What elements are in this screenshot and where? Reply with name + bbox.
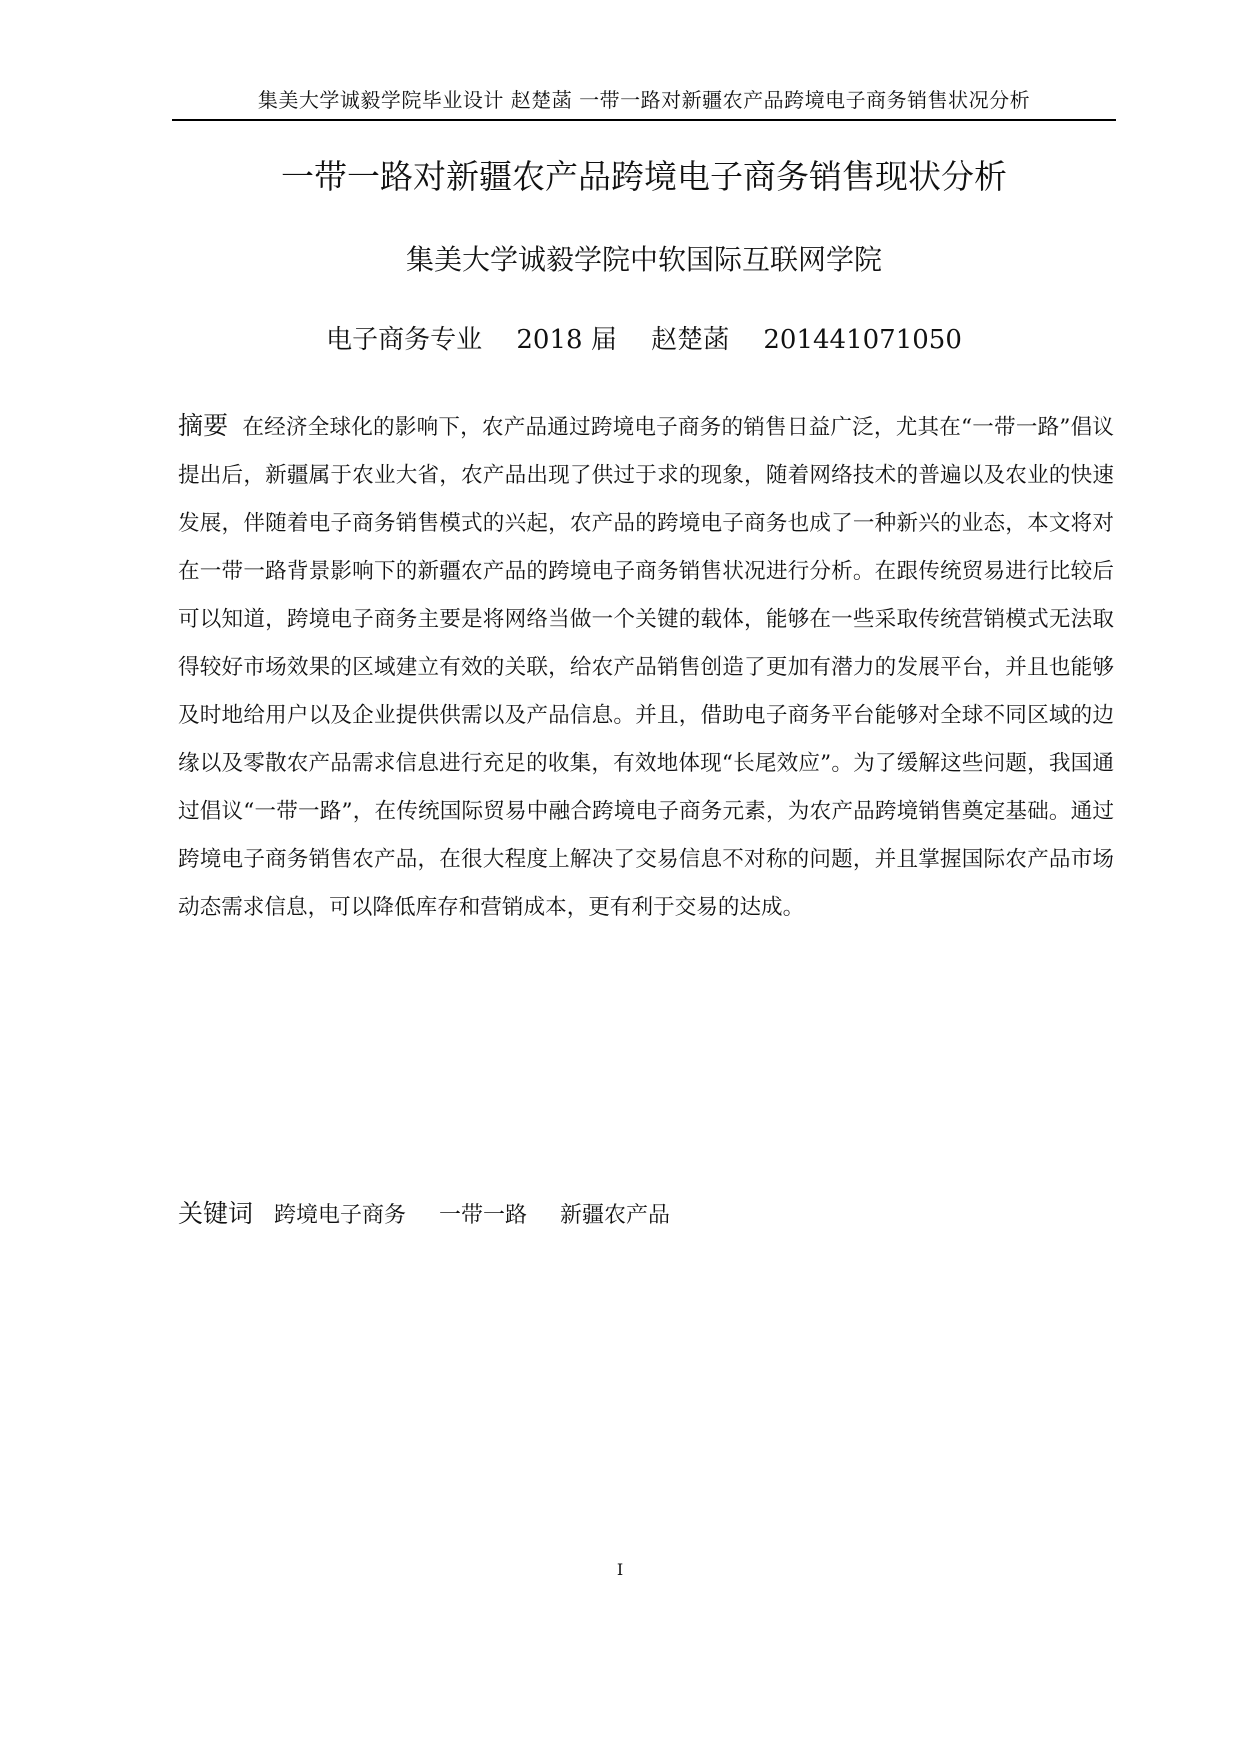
author-student-id: 201441071050 bbox=[763, 325, 962, 355]
author-name: 赵楚菡 bbox=[651, 325, 730, 355]
abstract-text: 在经济全球化的影响下，农产品通过跨境电子商务的销售日益广泛，尤其在“一带一路”倡议提出后，新疆属于农业大省，农产品出现了供过于求的现象，随着网络技术的普遍以及农业的快速发展，伴随着电子商务销售模式的兴起，农产品的跨境电子商务也成了一种新兴的业态，本文将对在一带一路背景影响下的新疆农产品的跨境电子商务销售状况进行分析。在跟传统贸易进行比较后可以知道，跨境电子商务主要是将网络当做一个关键的载体，能够在一些采取传统营销模式无法取得较好市场效果的区域建立有效的关联，给农产品销售创造了更加有潜力的发展平台，并且也能够及时地给用户以及企业提供供需以及产品信息。并且，借助电子商务平台能够对全球不同区域的边缘以及零散农产品需求信息进行充足的收集，有效地体现“长尾效应”。为了缓解这些问题，我国通过倡议“一带一路”，在传统国际贸易中融合跨境电子商务元素，为农产品跨境销售奠定基础。通过跨境电子商务销售农产品，在很大程度上解决了交易信息不对称的问题，并且掌握国际农产品市场动态需求信息，可以降低库存和营销成本，更有利于交易的达成。 bbox=[178, 415, 1114, 920]
document-title: 一带一路对新疆农产品跨境电子商务销售现状分析 bbox=[281, 157, 1007, 196]
author-line bbox=[172, 320, 1116, 360]
keywords-line bbox=[178, 1194, 1114, 1236]
running-header: 集美大学诚毅学院毕业设计 赵楚菡 一带一路对新疆农产品跨境电子商务销售状况分析 bbox=[257, 88, 1031, 112]
abstract-paragraph bbox=[178, 402, 1114, 932]
keyword-item: 新疆农产品 bbox=[560, 1203, 671, 1228]
keywords-label: 关键词 bbox=[178, 1199, 254, 1228]
keyword-item: 跨境电子商务 bbox=[274, 1203, 407, 1228]
institution-name: 集美大学诚毅学院中软国际互联网学院 bbox=[405, 243, 882, 276]
abstract-label: 摘要 bbox=[178, 411, 229, 440]
keyword-item: 一带一路 bbox=[439, 1203, 528, 1228]
author-major: 电子商务专业 bbox=[326, 325, 483, 355]
header-divider bbox=[172, 119, 1116, 121]
page-number: I bbox=[616, 1560, 624, 1579]
author-class-year: 2018 届 bbox=[516, 325, 617, 355]
